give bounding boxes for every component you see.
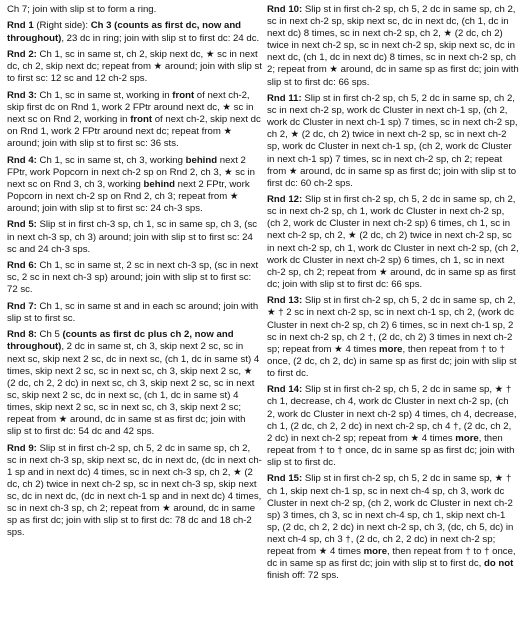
instruction-text: behind [143,178,175,190]
instruction-text: Slip st in first ch-2 sp, ch 5, 2 dc in same sp, ch 2, sc in next ch-2 sp, ch 1, work dc Cluster in next ch-2 sp, (ch 2, work dc Cluster in next ch-2 sp) 6 times, ch 1, sc in next ch-2 sp, ch 2, ★ (2 dc, ch 2) twice in next ch-2 sp, sc in next ch-2 sp, ch 1, work dc Cluster in next ch-2 sp, (ch 2, work dc Cluster in next ch-2 sp) 6 times, ch 1, sc in next ch-2 sp, ch 2; repeat from ★ around, dc in same sp as first dc; join with slip st to first dc: 66 sps. [267,194,519,290]
instruction-text: of next ch-2, skip first dc on Rnd 1, work 2 FPtr around next dc, ★ sc in next sc on Rnd 2, working in [7,89,254,125]
round-label: Rnd 12: [267,194,303,206]
round-label: Rnd 13: [267,295,303,307]
instruction-text: , then repeat from † to † once, dc in same sp as first dc; join with slip st to first dc. [267,432,515,468]
round-label: Rnd 11: [267,93,302,105]
instruction-rnd6 [7,260,262,296]
instruction-text: Ch 7; join with slip st to form a ring. [7,4,157,15]
instruction-text: , then repeat from † to † once, (2 dc, ch 2, dc) in same sp as first dc; join with slip st to first dc. [267,343,517,379]
instruction-rnd15 [267,473,519,582]
instruction-text: Slip st in first ch-2 sp, ch 5, 2 dc in same sp, ★ † ch 1, decrease, ch 4, work dc Cluster in next ch-2 sp, (ch 2, work dc Cluster in next ch-2 sp) 4 times, ch 4, decrease, ch 1, (2 dc, ch 2, 2 dc) in next ch-2 sp, ch 4 †, (2 dc, ch 2, 2 dc) in next ch-2 sp; repeat from ★ 4 times [267,384,517,444]
instruction-rnd9 [7,443,262,540]
instruction-text: more [363,545,388,557]
round-label: Rnd 1 [7,20,34,32]
round-label: Rnd 10: [267,4,303,15]
instruction-text: Ch 1, sc in same st and in each sc around; join with slip st to first sc. [7,300,259,324]
round-label: Rnd 2: [7,49,37,61]
instruction-rnd14 [267,384,519,469]
instruction-text: more [455,432,479,444]
pattern-column-right [267,4,519,587]
instruction-text: , 2 dc in same st, ch 3, skip next 2 sc, sc in next sc, skip next 2 sc, dc in next sc, (ch 1, dc in same st) 4 times, skip next 2 sc, sc in next sc, ch 3, skip next 2 sc, ★ (2 dc, ch 2, 2 dc) in next sc, ch 3, skip next 2 sc, sc in next sc, skip next 2 sc, dc in next sc, (ch 1, dc in same st) 4 times, skip next 2 sc, sc in next sc, ch 3, skip next 2 sc; repeat from ★ around, dc in same st as first dc; join with slip st to first dc: 54 dc and 42 sps. [7,341,260,438]
instruction-rnd5 [7,219,262,255]
instruction-rnd13 [267,295,519,380]
instruction-text: Slip st in first ch-2 sp, ch 5, 2 dc in same sp, ch 2, ★ † 2 sc in next ch-2 sp, sc in next ch-1 sp, ch 2, (work dc Cluster in next ch-2 sp, ch 2) 6 times, sc in next ch-1 sp, 2 sc in next ch-2 sp, ch 2 †, (2 dc, ch 2) 3 times in next ch-2 sp; repeat from ★ 4 times [267,295,516,355]
round-label: Rnd 3: [7,89,37,101]
round-label: Rnd 6: [7,260,37,272]
round-label: Rnd 8: [7,329,37,341]
instruction-text: , 23 dc in ring; join with slip st to first dc: 24 dc. [61,32,260,44]
instruction-text: do not [484,558,514,570]
instruction-text: Slip st in first ch-3 sp, ch 1, sc in same sp, ch 3, (sc in next ch-3 sp, ch 3) around; join with slip st to first sc: 24 sc and 24 ch-3 sps. [7,219,258,255]
instruction-text: Ch 3 (counts as first dc, now and throughout) [7,20,242,44]
instruction-rnd10 [267,4,519,89]
instruction-text: Ch 1, sc in same st, working in [36,89,173,101]
instruction-text: finish off: 72 sps. [267,570,339,582]
instruction-text: front [172,89,195,101]
instruction-rnd2 [7,49,262,85]
instruction-text: Slip st in first ch-2 sp, ch 5, 2 dc in same sp, ch 2, sc in next ch-3 sp, skip next sc, dc in next dc, (dc in next ch-1 sp and in next dc) 4 times, sc in next ch-3 sp, ch 2, ★ (2 dc, ch 2) twice in next ch-2 sp, sc in next ch-3 sp, skip next sc, dc in next dc, (dc in next ch-1 sp and in next dc) 4 times, sc in next ch-3 sp, ch 2; repeat from ★ around, dc in same sp as first dc; join with slip st to first dc: 78 dc and 18 ch-2 sps. [7,442,262,539]
instruction-text: next 2 FPtr, work Popcorn in next ch-2 sp on Rnd 2, ch 3, ★ sc in next sc on Rnd 3, ch 3, working [7,154,256,190]
round-label: Rnd 5: [7,219,37,231]
instruction-rnd12 [267,194,519,291]
instruction-text: more [379,343,403,355]
round-label: Rnd 7: [7,300,37,312]
instruction-text: Ch 1, sc in same st, ch 3, working [36,154,186,166]
instruction-text: front [130,113,153,125]
round-label: Rnd 14: [267,384,303,396]
instruction-rnd7 [7,301,262,325]
round-label: Rnd 4: [7,154,37,166]
instruction-text: behind [185,154,218,166]
instruction-text: , then repeat from † to † once, dc in same sp as first dc; join with slip st to first dc, [267,545,516,570]
instruction-rnd11 [267,93,519,190]
instruction-text: Ch 1, sc in same st, ch 2, skip next dc, ★ sc in next dc, ch 2, skip next dc; repeat from ★ around; join with slip st to first sc: 12 sc and 12 ch-2 sps. [7,49,262,85]
instruction-rnd1 [7,20,262,44]
instruction-text: (counts as first dc plus ch 2, now and throughout) [7,329,234,353]
instruction-rnd8 [7,329,262,438]
round-label: Rnd 9: [7,442,37,454]
instruction-text: Slip st in first ch-2 sp, ch 5, 2 dc in same sp, ch 2, sc in next ch-2 sp, skip next sc, dc in next dc, (ch 1, dc in next dc) 8 times, sc in next ch-2 sp, ch 2, ★ (2 dc, ch 2) twice in next ch-2 sp, sc in next ch-2 sp, skip next sc, dc in next dc, (ch 1, dc in next dc) 8 times, sc in next ch-2 sp, ch 2; repeat from ★ around, dc in same sp as first dc; join with slip st to first dc: 66 sps. [267,4,519,88]
pattern-column-left [7,4,262,544]
instruction-rnd4 [7,155,262,215]
instruction-text: of next ch-2, skip next dc on Rnd 1, work 2 FPtr around next dc; repeat from ★ around; join with slip st to first sc: 36 sts. [7,113,261,150]
instruction-text: Ch 1, sc in same st, 2 sc in next ch-3 sp, (sc in next sc, 2 sc in next ch-3 sp) around; join with slip st to first sc: 72 sc. [7,260,259,296]
instruction-text: Slip st in first ch-2 sp, ch 5, 2 dc in same sp, ch 2, sc in next ch-2 sp, work dc Cluster in next ch-1 sp, (ch 2, work dc Cluster in next ch-1 sp) 7 times, sc in next ch-2 sp, ch 2, ★ (2 dc, ch 2) twice in next ch-2 sp, sc in next ch-2 sp, work dc Cluster in next ch-1 sp, (ch 2, work dc Cluster in next ch-1 sp) 7 times, sc in next ch-2 sp, ch 2; repeat from ★ around, dc in same sp as first dc; join with slip st to first dc: 60 ch-2 sps. [267,93,518,189]
instruction-text: Slip st in first ch-2 sp, ch 5, 2 dc in same sp, ★ † ch 1, skip next ch-1 sp, sc in next ch-4 sp, ch 3, work dc Cluster in next ch-2 sp, (ch 2, work dc Cluster in next ch-2 sp) 3 times, ch 3, sc in next ch-4 sp, ch 1, skip next ch-1 sp, (2 dc, ch 2, 2 dc) in next ch-2 sp, ch 3, (dc, ch 5, dc) in next ch-4 sp, ch 3 †, (2 dc, ch 2, 2 dc) in next ch-2 sp; repeat from ★ 4 times [267,473,514,557]
instruction-text: Ch 5 [36,329,63,341]
round-label: Rnd 15: [267,473,303,485]
instruction-text: next 2 FPtr, work Popcorn in next ch-2 sp on Rnd 2, ch 3; repeat from ★ around; join with slip st to first sc: 24 ch-3 sps. [7,178,250,214]
instruction-text: (Right side): [33,20,91,32]
instruction-intro [7,4,262,16]
instruction-rnd3 [7,90,262,150]
